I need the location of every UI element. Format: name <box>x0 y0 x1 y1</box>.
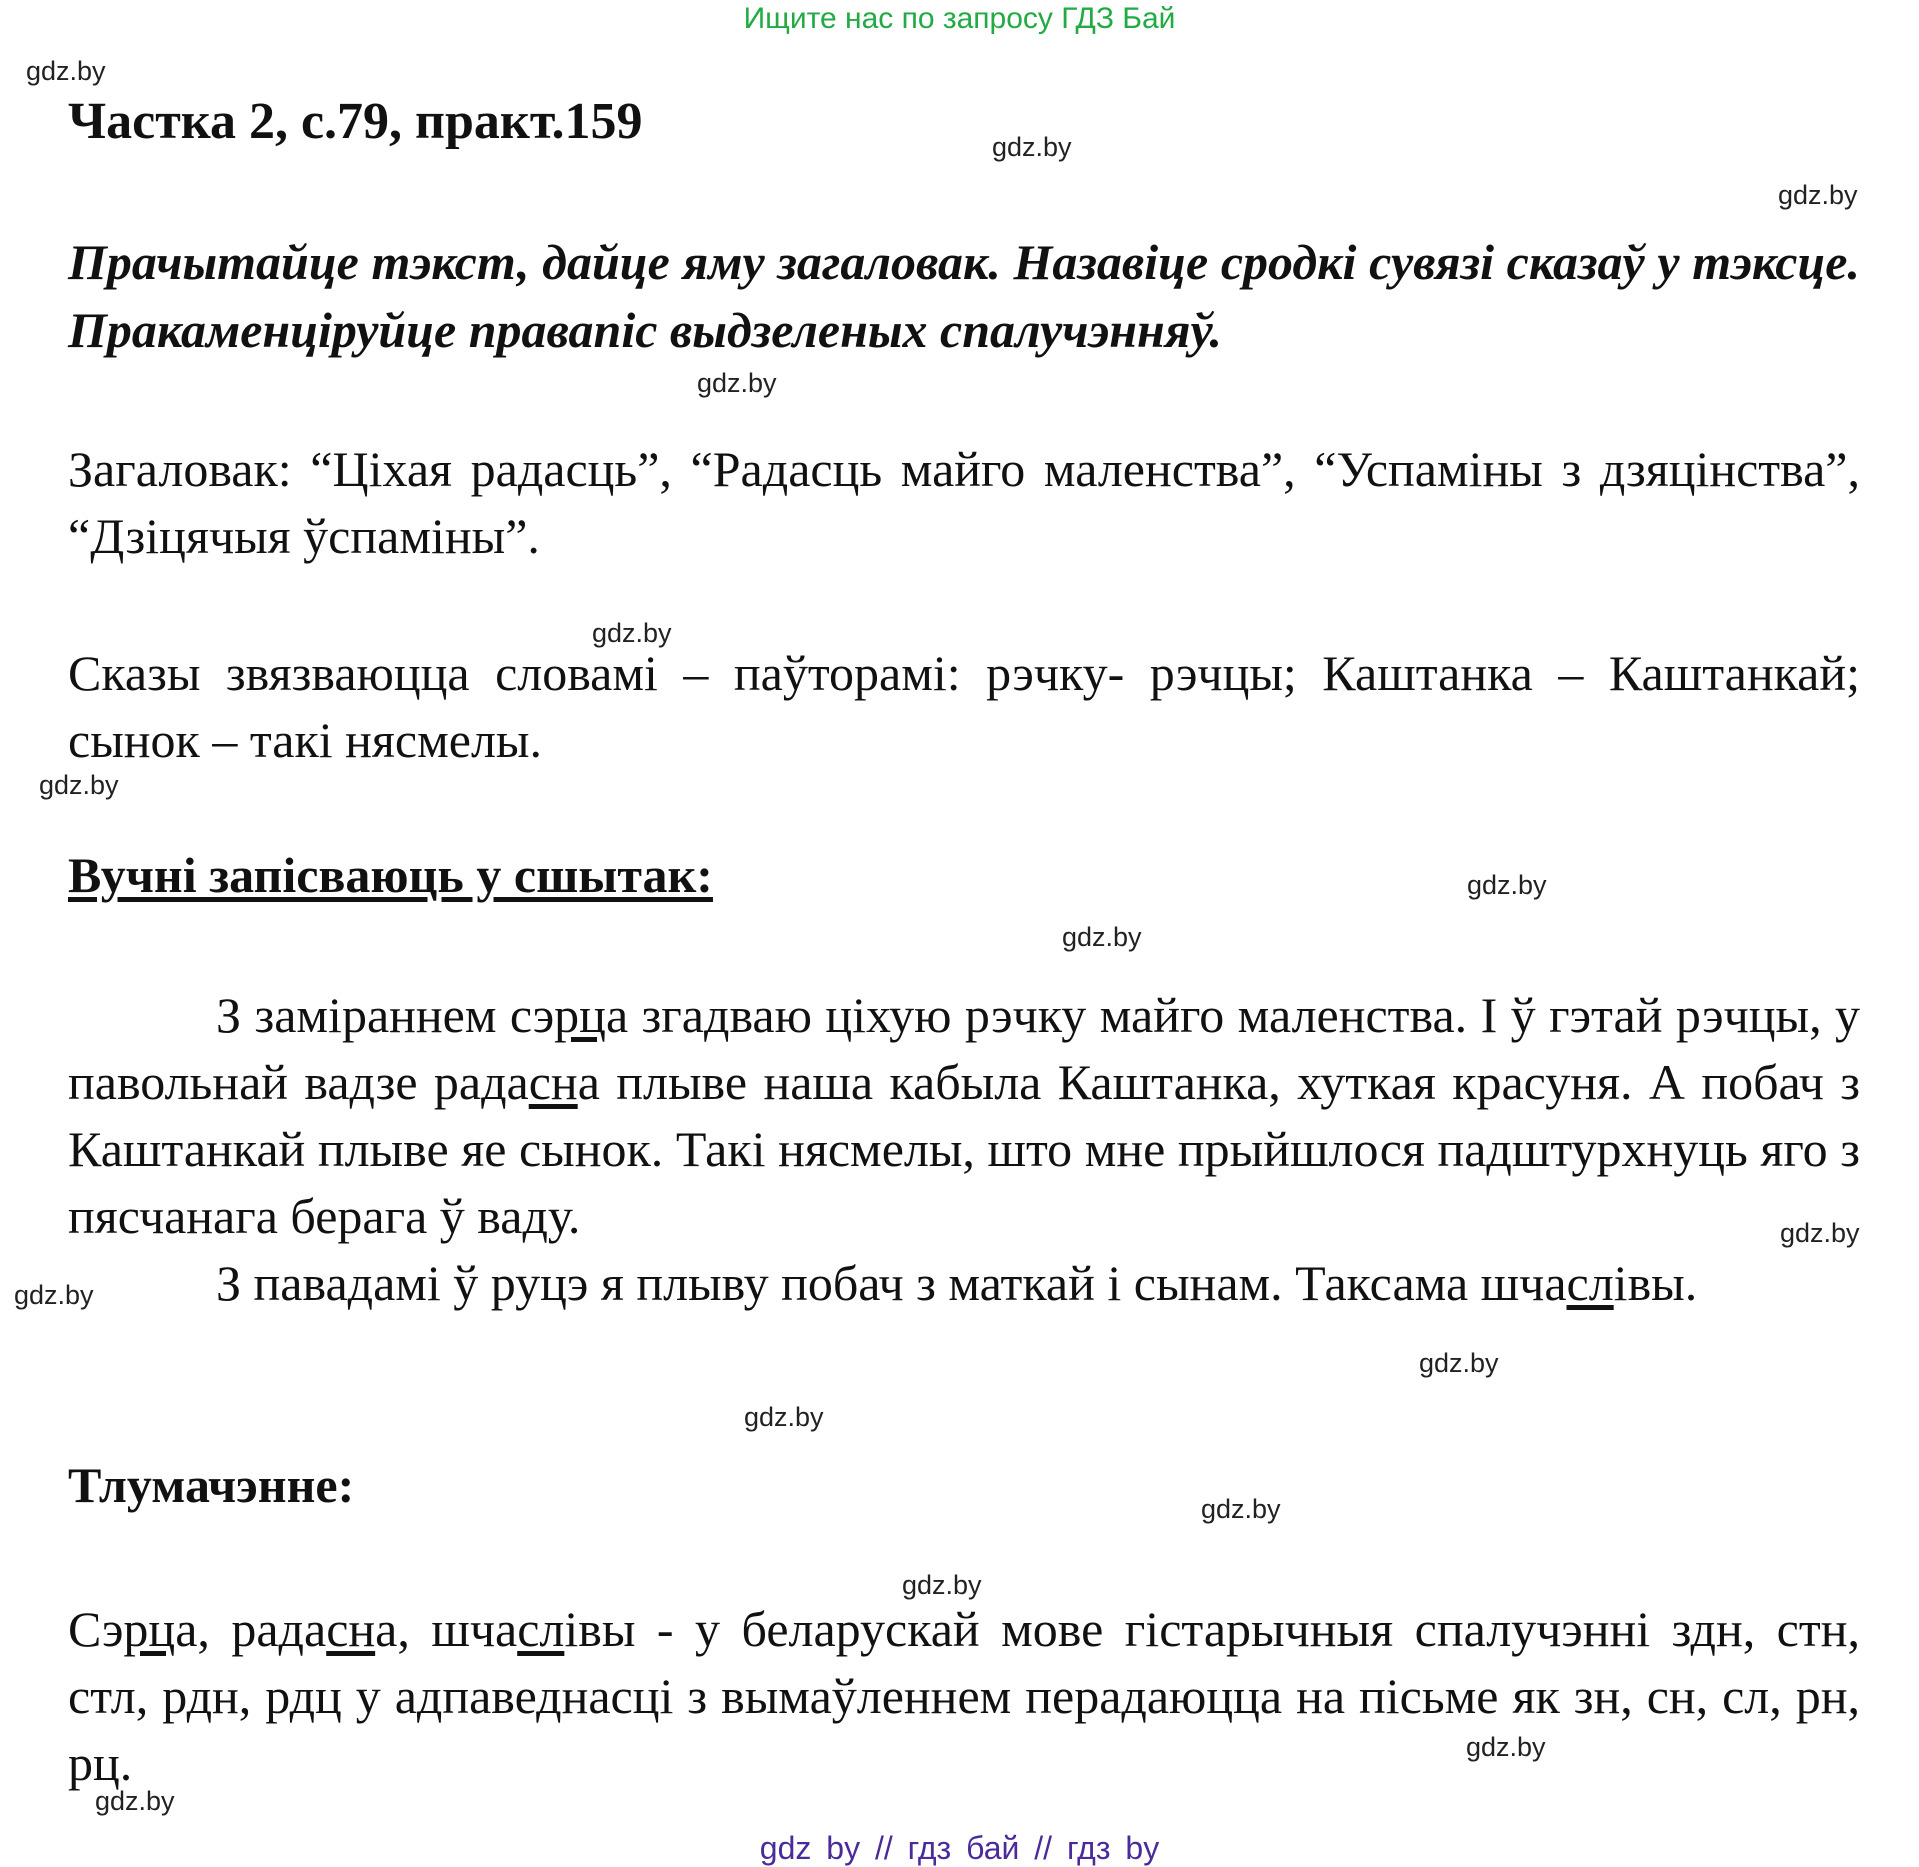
highlighted-cluster: рц <box>123 1601 176 1657</box>
text-run: Сэ <box>68 1601 124 1657</box>
watermark: gdz.by <box>1778 180 1858 210</box>
notebook-text <box>68 982 1860 1317</box>
page-title: Частка 2, с.79, практ.159 <box>68 93 643 150</box>
watermark: gdz.by <box>1201 1494 1281 1524</box>
notebook-label: Вучні запісваюць у сшытак: <box>68 847 713 903</box>
text-run: а, рада <box>175 1601 327 1657</box>
text-run: а згадваю ціхую рэчку майго маленства. І ў гэтай рэчцы, у павольнай вадзе рада <box>68 987 1861 1110</box>
text-run: З павадамі ў руцэ я плыву побач з маткай і сынам. Таксама шча <box>216 1255 1567 1311</box>
highlighted-cluster: сл <box>1566 1255 1614 1311</box>
watermark: gdz.by <box>744 1402 824 1432</box>
footer-links: gdz by // гдз бай // гдз by <box>759 1830 1160 1866</box>
promo-banner: Ищите нас по запросу ГДЗ Бай <box>743 2 1176 35</box>
watermark: gdz.by <box>39 770 119 800</box>
watermark: gdz.by <box>26 56 106 86</box>
explanation-label: Тлумачэнне: <box>68 1457 355 1513</box>
watermark: gdz.by <box>592 618 672 648</box>
watermark: gdz.by <box>1062 922 1142 952</box>
watermark: gdz.by <box>1467 870 1547 900</box>
notebook-paragraph-2 <box>68 1250 1860 1317</box>
watermark: gdz.by <box>95 1786 175 1816</box>
text-run: івы - у беларускай мове гістарычныя спалучэнні здн, стн, стл, рдн, рдц у адпаведнасці з вымаўленнем перадаюцца на пісьме як зн, сн, сл, рн, рц. <box>68 1601 1860 1791</box>
sentence-links: Сказы звязваюцца словамі – паўторамі: рэчку- рэчцы; Каштанка – Каштанкай; сынок – такі нясмелы. <box>68 645 1860 768</box>
task-instruction: Прачытайце тэкст, дайце яму загаловак. Назавіце сродкі сувязі сказаў у тэксце. Пракаменціруйце правапіс выдзеленых спалучэнняў. <box>68 234 1860 358</box>
highlighted-cluster: сл <box>517 1601 565 1657</box>
title-options: Загаловак: “Ціхая радасць”, “Радасць майго маленства”, “Успаміны з дзяцінства”, “Дзіцячыя ўспаміны”. <box>68 441 1860 564</box>
watermark: gdz.by <box>14 1280 94 1310</box>
notebook-paragraph-1 <box>68 982 1860 1250</box>
text-run: івы. <box>1613 1255 1698 1311</box>
watermark: gdz.by <box>1419 1348 1499 1378</box>
text-run: а плыве наша кабыла Каштанка, хуткая красуня. А побач з Каштанкай плыве яе сынок. Такі нясмелы, што мне прыйшлося падштурхнуць яго з пясчанага берага ў ваду. <box>68 1054 1860 1244</box>
watermark: gdz.by <box>902 1570 982 1600</box>
watermark: gdz.by <box>697 368 777 398</box>
watermark: gdz.by <box>992 132 1072 162</box>
text-run: З заміраннем сэ <box>216 987 555 1043</box>
highlighted-cluster: рц <box>554 987 606 1043</box>
highlighted-cluster: сн <box>528 1054 578 1110</box>
explanation-text <box>68 1596 1860 1797</box>
text-run: а, шча <box>375 1601 518 1657</box>
watermark: gdz.by <box>1780 1218 1860 1248</box>
watermark: gdz.by <box>1466 1732 1546 1762</box>
highlighted-cluster: сн <box>326 1601 376 1657</box>
